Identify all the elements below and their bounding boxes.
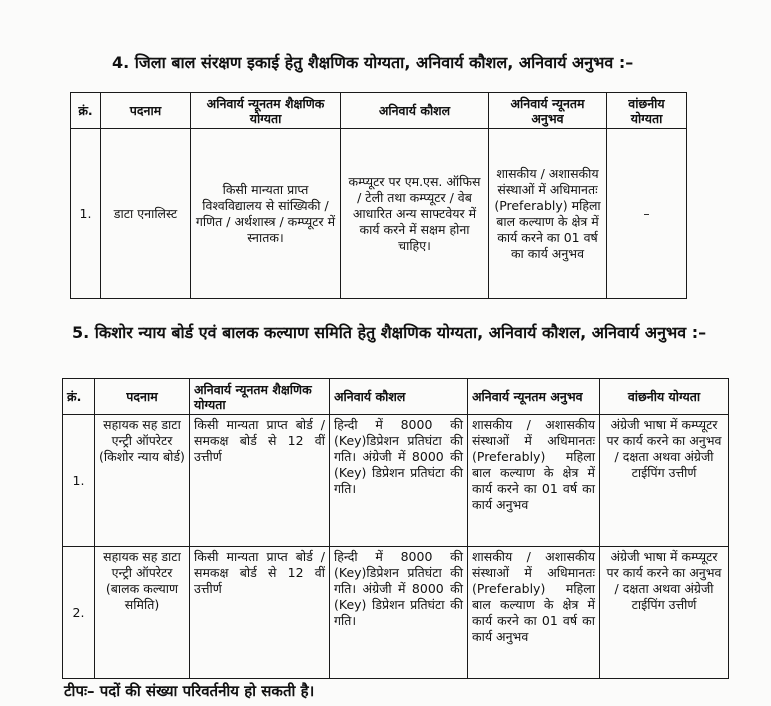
section-4-table bbox=[70, 92, 687, 299]
skill-cell: कम्प्यूटर पर एम.एस. ऑफिस / टेली तथा कम्प्यूटर / वेब आधारित अन्य साफ्टवेयर में कार्य करने में सक्षम होना चाहिए। bbox=[341, 129, 489, 299]
serial-cell: 1. bbox=[71, 129, 101, 299]
header-qualification: अनिवार्य न्यूनतम शैक्षणिक योग्यता bbox=[191, 93, 341, 129]
skill-cell: हिन्दी में 8000 की (Key)डिप्रेशन प्रतिघंटा की गति। अंग्रेजी में 8000 की (Key) डिप्रेशन प्रतिघंटा की गति। bbox=[330, 415, 468, 547]
table-header-row bbox=[71, 93, 687, 129]
skill-cell: हिन्दी में 8000 की (Key)डिप्रेशन प्रतिघंटा की गति। अंग्रेजी में 8000 की (Key) डिप्रेशन प्रतिघंटा की गति। bbox=[330, 547, 468, 679]
desirable-cell: अंग्रेजी भाषा में कम्प्यूटर पर कार्य करने का अनुभव / दक्षता अथवा अंग्रेजी टाईपिंग उत्तीर्ण bbox=[600, 547, 729, 679]
qualification-cell: किसी मान्यता प्राप्त विश्वविद्यालय से सांख्यिकी / गणित / अर्थशास्त्र / कम्प्यूटर में स्नातक। bbox=[191, 129, 341, 299]
header-skill: अनिवार्य कौशल bbox=[341, 93, 489, 129]
qualification-cell: किसी मान्यता प्राप्त बोर्ड / समकक्ष बोर्ड से 12 वीं उत्तीर्ण bbox=[190, 547, 330, 679]
table-header-row bbox=[63, 379, 729, 415]
header-desirable: वांछनीय योग्यता bbox=[600, 379, 729, 415]
section-5-heading: 5. किशोर न्याय बोर्ड एवं बालक कल्याण समिति हेतु शैक्षणिक योग्यता, अनिवार्य कौशल, अनिवार्य अनुभव :– bbox=[72, 323, 707, 342]
serial-cell: 2. bbox=[63, 547, 95, 679]
header-post: पदनाम bbox=[95, 379, 190, 415]
header-experience: अनिवार्य न्यूनतम अनुभव bbox=[489, 93, 607, 129]
header-serial: क्रं. bbox=[71, 93, 101, 129]
header-post: पदनाम bbox=[101, 93, 191, 129]
header-qualification: अनिवार्य न्यूनतम शैक्षणिक योग्यता bbox=[190, 379, 330, 415]
experience-cell: शासकीय / अशासकीय संस्थाओं में अधिमानतः (Preferably) महिला बाल कल्याण के क्षेत्र में कार्य करने का 01 वर्ष का कार्य अनुभव bbox=[489, 129, 607, 299]
table-row bbox=[63, 415, 729, 547]
post-cell: सहायक सह डाटा एन्ट्री ऑपरेटर (किशोर न्याय बोर्ड) bbox=[95, 415, 190, 547]
section-5-table bbox=[62, 378, 729, 679]
serial-cell: 1. bbox=[63, 415, 95, 547]
qualification-cell: किसी मान्यता प्राप्त बोर्ड / समकक्ष बोर्ड से 12 वीं उत्तीर्ण bbox=[190, 415, 330, 547]
table-row bbox=[63, 547, 729, 679]
desirable-cell: – bbox=[607, 129, 687, 299]
header-desirable: वांछनीय योग्यता bbox=[607, 93, 687, 129]
table-row bbox=[71, 129, 687, 299]
desirable-cell: अंग्रेजी भाषा में कम्प्यूटर पर कार्य करने का अनुभव / दक्षता अथवा अंग्रेजी टाईपिंग उत्तीर्ण bbox=[600, 415, 729, 547]
experience-cell: शासकीय / अशासकीय संस्थाओं में अधिमानतः (Preferably) महिला बाल कल्याण के क्षेत्र में कार्य करने का 01 वर्ष का कार्य अनुभव bbox=[468, 547, 600, 679]
footnote: टीपः– पदों की संख्या परिवर्तनीय हो सकती है। bbox=[64, 682, 315, 700]
section-4-heading: 4. जिला बाल संरक्षण इकाई हेतु शैक्षणिक योग्यता, अनिवार्य कौशल, अनिवार्य अनुभव :– bbox=[112, 53, 634, 72]
post-cell: डाटा एनालिस्ट bbox=[101, 129, 191, 299]
header-experience: अनिवार्य न्यूनतम अनुभव bbox=[468, 379, 600, 415]
header-serial: क्रं. bbox=[63, 379, 95, 415]
post-cell: सहायक सह डाटा एन्ट्री ऑपरेटर (बालक कल्याण समिति) bbox=[95, 547, 190, 679]
experience-cell: शासकीय / अशासकीय संस्थाओं में अधिमानतः (Preferably) महिला बाल कल्याण के क्षेत्र में कार्य करने का 01 वर्ष का कार्य अनुभव bbox=[468, 415, 600, 547]
header-skill: अनिवार्य कौशल bbox=[330, 379, 468, 415]
